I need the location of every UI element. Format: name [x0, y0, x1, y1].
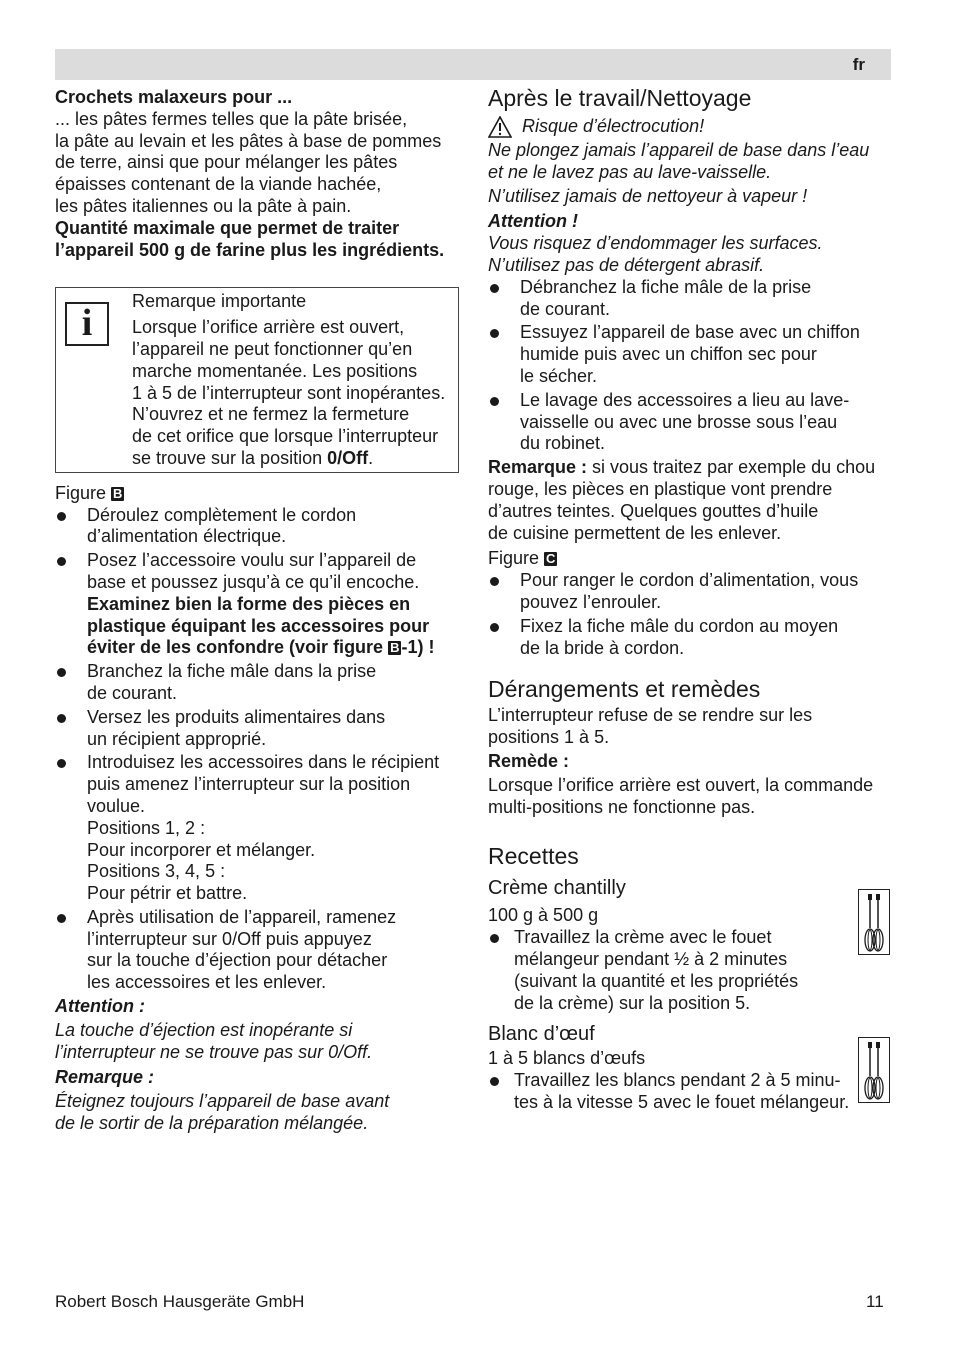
- text-line: de courant.: [87, 682, 178, 703]
- notice-text: .: [368, 447, 374, 468]
- whisk-icon: [858, 1037, 890, 1103]
- egg-white-steps: [488, 1070, 898, 1114]
- text-line: Posez l’accessoire voulu sur l’appareil de: [87, 550, 417, 571]
- chantilly-title: Crème chantilly: [488, 877, 626, 900]
- usage-steps: [55, 505, 465, 995]
- text-line: de le sortir de la préparation mélangée.: [55, 1113, 369, 1134]
- text-line: tes à la vitesse 5 avec le fouet mélangeur.: [514, 1091, 850, 1112]
- text-line: d’alimentation électrique.: [87, 526, 287, 547]
- important-notice-box: [55, 287, 459, 472]
- text-line: les pâtes italiennes ou la pâte à pain.: [55, 195, 352, 216]
- list-item: [55, 550, 465, 659]
- text-line: Versez les produits alimentaires dans: [87, 706, 386, 727]
- list-item: [55, 752, 465, 905]
- text-line: Débranchez la fiche mâle de la prise: [520, 276, 812, 297]
- notice-line: l’appareil ne peut fonctionner qu’en: [132, 338, 413, 359]
- list-item: [488, 277, 898, 321]
- egg-white-amount: 1 à 5 blancs d’œufs: [488, 1048, 646, 1069]
- attention-text: [55, 1020, 465, 1064]
- text-line: base et poussez jusqu’à ce qu’il encoche.: [87, 571, 420, 592]
- text-line: les accessoires et les enlever.: [87, 972, 327, 993]
- remedy-label: Remède :: [488, 750, 570, 771]
- text-line: [87, 637, 465, 659]
- text-line: [488, 457, 898, 479]
- text-line: N’utilisez jamais de nettoyeur à vapeur !: [488, 185, 808, 206]
- remark-paragraph: [488, 457, 898, 544]
- notice-title: Remarque importante: [132, 291, 307, 312]
- warning-text: [488, 140, 898, 207]
- info-icon: i: [65, 302, 109, 346]
- figure-c-label: [488, 548, 898, 570]
- after-use-title: Après le travail/Nettoyage: [488, 85, 752, 111]
- list-item: [488, 616, 898, 660]
- notice-line: de cet orifice que lorsque l’interrupteur: [132, 426, 439, 447]
- text-line: humide puis avec un chiffon sec pour: [520, 344, 817, 365]
- list-item: [55, 661, 465, 705]
- list-item: [55, 505, 465, 549]
- notice-line: [132, 448, 448, 470]
- figure-label: Figure: [488, 548, 540, 569]
- text-line: mélangeur pendant ½ à 2 minutes: [514, 948, 788, 969]
- attention-text: [488, 233, 898, 277]
- remedy-text: [488, 775, 898, 819]
- text: éviter de les confondre (voir figure: [87, 637, 389, 658]
- text-line: Déroulez complètement le cordon: [87, 504, 357, 525]
- text-line: ... les pâtes fermes telles que la pâte brisée,: [55, 108, 408, 129]
- text-line: l’interrupteur ne se trouve pas sur 0/Off.: [55, 1041, 373, 1062]
- figure-label: Figure: [55, 482, 107, 503]
- text-line: la pâte au levain et les pâtes à base de pommes: [55, 130, 442, 151]
- text-line: rouge, les pièces en plastique vont prendre: [488, 478, 833, 499]
- text-line: épaisses contenant de la viande hachée,: [55, 174, 382, 195]
- notice-line: Lorsque l’orifice arrière est ouvert,: [132, 317, 405, 338]
- text-line: de courant.: [520, 298, 611, 319]
- text-line: Positions 3, 4, 5 :: [87, 861, 226, 882]
- text-line: Fixez la fiche mâle du cordon au moyen: [520, 615, 839, 636]
- figure-letter-badge: C: [546, 551, 556, 567]
- notice-text: se trouve sur la position: [132, 447, 328, 468]
- text-line: et ne le lavez pas au lave-vaisselle.: [488, 161, 772, 182]
- notice-line: 1 à 5 de l’interrupteur sont inopérantes.: [132, 382, 446, 403]
- text-line: vaisselle ou avec une brosse sous l’eau: [520, 411, 838, 432]
- remark-label: Remarque :: [55, 1067, 155, 1088]
- text: -1) !: [401, 637, 435, 658]
- text-line: Éteignez toujours l’appareil de base avant: [55, 1091, 390, 1112]
- list-item: [488, 1070, 898, 1114]
- notice-line: N’ouvrez et ne fermez la fermeture: [132, 404, 410, 425]
- warning-title: Risque d’électrocution!: [522, 116, 705, 137]
- list-item: [488, 570, 898, 614]
- text-line: Essuyez l’appareil de base avec un chiffon: [520, 322, 860, 343]
- text-line: (suivant la quantité et les propriétés: [514, 970, 799, 991]
- text-line: Pour pétrir et battre.: [87, 883, 248, 904]
- list-item: [488, 927, 898, 1014]
- left-column: [55, 87, 465, 1135]
- text-line: sur la touche d’éjection pour détacher: [87, 950, 388, 971]
- list-item: [488, 390, 898, 455]
- list-item: [55, 907, 465, 994]
- text-line: Pour ranger le cordon d’alimentation, vous: [520, 570, 859, 591]
- text-line: Lorsque l’orifice arrière est ouvert, la commande: [488, 774, 874, 795]
- text-line: N’utilisez pas de détergent abrasif.: [488, 254, 765, 275]
- text-line: du robinet.: [520, 433, 606, 454]
- text-line: Quantité maximale que permet de traiter: [55, 217, 400, 238]
- text-line: de la bride à cordon.: [520, 637, 685, 658]
- text-line: Le lavage des accessoires a lieu au lave-: [520, 389, 850, 410]
- kneading-hooks-title: Crochets malaxeurs pour ...: [55, 87, 293, 107]
- egg-white-title: Blanc d’œuf: [488, 1023, 595, 1046]
- cord-steps: [488, 570, 898, 659]
- list-item: [55, 707, 465, 751]
- text-line: l’interrupteur sur 0/Off puis appuyez: [87, 928, 372, 949]
- text-line: Introduisez les accessoires dans le récipient: [87, 752, 440, 773]
- text-line: positions 1 à 5.: [488, 727, 610, 748]
- figure-letter-badge: B: [113, 485, 123, 501]
- attention-label: Attention :: [55, 996, 145, 1017]
- trouble-text: [488, 705, 898, 749]
- text-line: Examinez bien la forme des pièces en: [87, 593, 411, 614]
- recipes-title: Recettes: [488, 843, 579, 870]
- text-line: multi-positions ne fonctionne pas.: [488, 796, 756, 817]
- troubleshooting-title: Dérangements et remèdes: [488, 676, 761, 703]
- footer-company: Robert Bosch Hausgeräte GmbH: [55, 1292, 305, 1311]
- text-line: pouvez l’enrouler.: [520, 591, 662, 612]
- chantilly-steps: [488, 927, 898, 1014]
- attention-label: Attention !: [488, 211, 578, 232]
- text-line: Ne plongez jamais l’appareil de base dans l’eau: [488, 140, 870, 160]
- text-line: Travaillez la crème avec le fouet: [514, 927, 772, 948]
- text-line: Vous risquez d’endommager les surfaces.: [488, 233, 823, 254]
- whisk-icon: [858, 889, 890, 955]
- text-line: voulue.: [87, 795, 146, 816]
- text-line: de terre, ainsi que pour mélanger les pâtes: [55, 152, 398, 173]
- text-line: l’appareil 500 g de farine plus les ingrédients.: [55, 239, 445, 260]
- electrocution-warning: [488, 116, 898, 138]
- text-line: L’interrupteur refuse de se rendre sur les: [488, 705, 813, 726]
- remark-text: [55, 1091, 465, 1135]
- text-line: Après utilisation de l’appareil, ramenez: [87, 906, 397, 927]
- warning-triangle-icon: [488, 116, 512, 138]
- right-column: [488, 84, 898, 1116]
- max-quantity-note: [55, 218, 465, 262]
- text-line: un récipient approprié.: [87, 728, 267, 749]
- text-line: Pour incorporer et mélanger.: [87, 839, 316, 860]
- cleaning-steps: [488, 277, 898, 455]
- notice-line: marche momentanée. Les positions: [132, 360, 418, 381]
- text-line: Positions 1, 2 :: [87, 817, 206, 838]
- text-line: La touche d’éjection est inopérante si: [55, 1019, 353, 1040]
- figure-b-label: [55, 483, 465, 505]
- text-line: le sécher.: [520, 365, 598, 386]
- header-bar: [55, 49, 891, 80]
- chantilly-amount: 100 g à 500 g: [488, 905, 599, 926]
- accessory-warning: [87, 594, 465, 659]
- remark-label: Remarque :: [488, 457, 588, 478]
- text-line: d’autres teintes. Quelques gouttes d’huile: [488, 500, 819, 521]
- text-line: puis amenez l’interrupteur sur la position: [87, 774, 411, 795]
- language-code: fr: [852, 55, 865, 74]
- list-item: [488, 322, 898, 387]
- page-number: 11: [866, 1292, 884, 1311]
- figure-letter-badge: B: [390, 640, 400, 656]
- text-line: Travaillez les blancs pendant 2 à 5 minu-: [514, 1070, 841, 1091]
- text-line: plastique équipant les accessoires pour: [87, 615, 430, 636]
- text-line: de la crème) sur la position 5.: [514, 992, 751, 1013]
- text-line: Branchez la fiche mâle dans la prise: [87, 661, 377, 682]
- text-line: de cuisine permettent de les enlever.: [488, 522, 782, 543]
- position-off-label: 0/Off: [327, 447, 369, 468]
- text: si vous traitez par exemple du chou: [587, 457, 876, 478]
- kneading-hooks-text: [55, 109, 465, 218]
